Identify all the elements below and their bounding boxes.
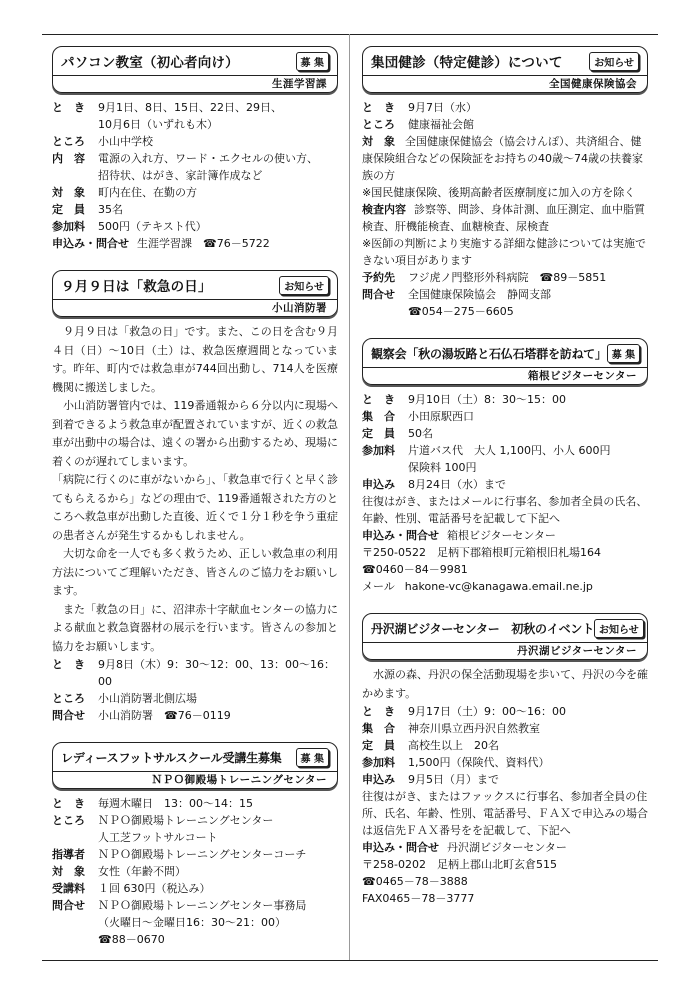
row-value: 35名: [98, 203, 123, 216]
info-row: [52, 690, 338, 707]
article-org: 全国健康保険協会: [362, 76, 648, 93]
info-row: [362, 442, 648, 476]
row-value: 全国健康保険協会 静岡支部 ☎054－275－6605: [408, 288, 551, 318]
row-label: 申込み: [362, 773, 395, 786]
notice-badge: お知らせ: [279, 276, 329, 295]
row-label: 問合せ: [52, 709, 85, 722]
article-tanzawa: [362, 613, 648, 907]
row-label: メール: [362, 580, 395, 593]
row-label: と き: [362, 705, 395, 718]
article-header: [52, 46, 338, 76]
row-label: 参加料: [52, 220, 85, 233]
recruit-badge: 募 集: [296, 52, 329, 71]
row-label: 内 容: [52, 152, 85, 165]
phone-line: ☎0460－84－9981: [362, 563, 468, 576]
info-row: [52, 150, 338, 184]
row-value: 健康福祉会館: [408, 118, 474, 131]
row-label: 集 合: [362, 410, 395, 423]
info-row: [52, 880, 338, 897]
row-value: フジ虎ノ門整形外科病院 ☎89－5851: [408, 271, 607, 284]
contact-line: [362, 839, 648, 856]
row-value: 神奈川県立西丹沢自然教室: [408, 722, 540, 735]
row-value: 小山消防署 ☎76－0119: [98, 709, 231, 722]
article-header: [362, 338, 648, 368]
row-value: 診察等、問診、身体計測、血圧測定、血中脂質検査、肝機能検査、血糖検査、尿検査: [362, 203, 645, 233]
info-row: [52, 795, 338, 812]
row-label: 問合せ: [52, 899, 85, 912]
row-value: 1,500円（保険代、資料代）: [408, 756, 550, 769]
row-label: 集 合: [362, 722, 395, 735]
article-title: 丹沢湖ビジターセンター 初秋のイベント: [371, 621, 595, 636]
article-header: [52, 270, 338, 300]
article-title: パソコン教室（初心者向け）: [61, 55, 239, 71]
row-label: と き: [52, 797, 85, 810]
info-row: [52, 656, 338, 690]
row-value: ＮＰＯ御殿場トレーニングセンター 人工芝フットサルコート: [98, 814, 274, 844]
target-line: [362, 133, 648, 184]
right-column: [362, 46, 648, 925]
row-label: 申込み・問合せ: [362, 841, 439, 854]
note-line: ※国民健康保険、後期高齢者医療制度に加入の方を除く: [362, 186, 636, 199]
info-row: [52, 863, 338, 880]
info-row: [52, 846, 338, 863]
row-label: 対 象: [52, 186, 85, 199]
row-value: 小山中学校: [98, 135, 153, 148]
info-row: [362, 737, 648, 754]
article-title: ９月９日は「救急の日」: [61, 279, 212, 295]
recruit-badge: 募 集: [296, 748, 329, 767]
row-label: 検査内容: [362, 203, 406, 216]
article-header: [362, 613, 648, 643]
row-value: ＮＰＯ御殿場トレーニングセンターコーチ: [98, 848, 307, 861]
article-header: [52, 742, 338, 772]
note-line: ※医師の判断により実施する詳細な健診については実施できない項目があります: [362, 237, 646, 267]
info-row: [52, 707, 338, 724]
article-pc-class: [52, 46, 338, 252]
info-row: [52, 99, 338, 133]
info-row: [362, 703, 648, 720]
fax-line: FAX0465－78－3777: [362, 892, 475, 905]
column-divider: [349, 34, 350, 960]
article-kyukyu: [52, 270, 338, 724]
row-label: 参加料: [362, 756, 395, 769]
row-label: 定 員: [362, 427, 395, 440]
body-paragraph: 小山消防署管内では、119番通報から６分以内に現場へ到着できるよう救急車が配置されていますが、近くの救急車が出動中の場合は、遠くの署から出動するため、現場に着くのが遅れてしまいます。: [52, 399, 338, 468]
info-row: [362, 391, 648, 408]
body-paragraph: 水源の森、丹沢の保全活動現場を歩いて、丹沢の今を確かめます。: [362, 668, 648, 700]
row-label: ところ: [52, 692, 85, 705]
info-row: [362, 754, 648, 771]
row-value: 片道バス代 大人 1,100円、小人 600円 保険料 100円: [408, 444, 611, 474]
row-label: 定 員: [52, 203, 85, 216]
row-value: 500円（テキスト代）: [98, 220, 207, 233]
row-value: １回 630円（税込み）: [98, 882, 211, 895]
article-org: 小山消防署: [52, 300, 338, 317]
recruit-badge: 募 集: [607, 344, 640, 363]
notice-badge: お知らせ: [594, 619, 644, 638]
row-value: ＮＰＯ御殿場トレーニングセンター事務局 （火曜日～金曜日16：30～21：00） ☎88－0670: [98, 899, 307, 946]
row-label: と き: [362, 101, 395, 114]
row-value: 9月1日、8日、15日、22日、29日、 10月6日（いずれも木）: [98, 101, 282, 131]
article-org: ＮＰＯ御殿場トレーニングセンター: [52, 772, 338, 789]
row-label: ところ: [52, 135, 85, 148]
row-label: 申込み: [362, 478, 395, 491]
row-label: 定 員: [362, 739, 395, 752]
article-hakone: [362, 338, 648, 595]
row-value: 生涯学習課 ☎76－5722: [137, 237, 270, 250]
article-org: 生涯学習課: [52, 76, 338, 93]
body-paragraph: また「救急の日」に、沼津赤十字献血センターの協力による献血と救急資器材の展示を行います。皆さんの参加と協力をお願いします。: [52, 602, 338, 653]
info-row: [362, 286, 648, 320]
note-line: 往復はがき、またはファックスに行事名、参加者全員の住所、氏名、年齢、性別、電話番号、ＦＡＸで申込みの場合は返信先ＦＡＸ番号をを記載して、下記へ: [362, 790, 648, 837]
row-value: 9月10日（土）8：30～15：00: [408, 393, 566, 406]
row-label: 申込み・問合せ: [52, 237, 129, 250]
info-rows: [52, 99, 338, 252]
row-label: 予約先: [362, 271, 395, 284]
row-value: 9月17日（土）9：00～16：00: [408, 705, 566, 718]
note-line: 往復はがき、またはメールに行事名、参加者全員の氏名、年齢、性別、電話番号を記載して下記へ: [362, 495, 648, 525]
left-column: [52, 46, 338, 966]
row-value: 50名: [408, 427, 433, 440]
row-value: 丹沢湖ビジターセンター: [447, 841, 567, 854]
content-line: [362, 201, 648, 235]
row-value: 9月7日（水）: [408, 101, 477, 114]
row-value: 8月24日（水）まで: [408, 478, 506, 491]
row-value: 女性（年齢不問）: [98, 865, 186, 878]
article-futsal: [52, 742, 338, 948]
row-value: 高校生以上 20名: [408, 739, 499, 752]
address-line: 〒258-0202 足柄上郡山北町玄倉515: [362, 858, 557, 871]
row-value: 9月8日（木）9：30～12：00、13：00～16：00: [98, 658, 335, 688]
body-paragraph: ９月９日は「救急の日」です。また、この日を含む９月４日（日）～10日（土）は、救急医療週間となっています。昨年、町内では救急車が744回出動し、714人を医療機関に搬送しました。: [52, 325, 338, 394]
article-title: 集団健診（特定健診）について: [371, 55, 563, 71]
row-label: 受講料: [52, 882, 85, 895]
address-line: 〒250-0522 足柄下郡箱根町元箱根旧札場164: [362, 546, 601, 559]
top-rule: [42, 34, 658, 35]
row-label: 対 象: [362, 135, 395, 148]
mail-line: [362, 578, 648, 595]
row-label: と き: [52, 658, 85, 671]
email-link[interactable]: hakone-vc@kanagawa.email.ne.jp: [404, 580, 593, 593]
info-row: [362, 408, 648, 425]
info-row: [52, 218, 338, 235]
row-label: と き: [52, 101, 85, 114]
notice-badge: お知らせ: [589, 52, 639, 71]
info-row: [362, 771, 648, 788]
body-paragraph: 「病院に行くのに車がないから」、「救急車で行くと早く診てもらえるから」などの理由で、119番通報された方のところへ救急車が出動した直後、近くで１分１秒を争う重症の患者さんが発生するかもしれません。: [52, 473, 338, 542]
article-kenshin: [362, 46, 648, 320]
info-row: [52, 235, 338, 252]
info-row: [362, 116, 648, 133]
article-header: [362, 46, 648, 76]
info-row: [52, 812, 338, 846]
info-row: [362, 425, 648, 442]
body-paragraph: 大切な命を一人でも多く救うため、正しい救急車の利用方法についてご理解いただき、皆さんのご協力をお願いします。: [52, 547, 338, 597]
info-row: [362, 99, 648, 116]
row-label: 指導者: [52, 848, 85, 861]
row-label: 対 象: [52, 865, 85, 878]
row-value: 9月5日（月）まで: [408, 773, 499, 786]
info-row: [362, 269, 648, 286]
info-row: [52, 201, 338, 218]
row-value: 小山消防署北側広場: [98, 692, 197, 705]
info-row: [362, 720, 648, 737]
info-row: [52, 897, 338, 948]
row-value: 箱根ビジターセンター: [447, 529, 556, 542]
row-label: ところ: [362, 118, 395, 131]
article-title: 観察会「秋の湯坂路と石仏石塔群を訪ねて」: [371, 346, 607, 361]
row-label: 申込み・問合せ: [362, 529, 439, 542]
info-row: [362, 476, 648, 493]
row-value: 毎週木曜日 13：00～14：15: [98, 797, 253, 810]
row-value: 小田原駅西口: [408, 410, 474, 423]
article-title: レディースフットサルスクール受講生募集: [61, 750, 282, 765]
article-org: 丹沢湖ビジターセンター: [362, 643, 648, 660]
row-value: 町内在住、在勤の方: [98, 186, 197, 199]
phone-line: ☎0465－78－3888: [362, 875, 468, 888]
row-label: 参加料: [362, 444, 395, 457]
info-row: [52, 133, 338, 150]
info-row: [52, 184, 338, 201]
row-label: 問合せ: [362, 288, 395, 301]
row-value: 全国健康保健協会（協会けんぽ）、共済組合、健康保険組合などの保険証をお持ちの40歳～74歳の扶養家族の方: [362, 135, 643, 182]
contact-line: [362, 527, 648, 544]
row-value: 電源の入れ方、ワード・エクセルの使い方、 招待状、はがき、家計簿作成など: [98, 152, 318, 182]
row-label: と き: [362, 393, 395, 406]
article-org: 箱根ビジターセンター: [362, 368, 648, 385]
row-label: ところ: [52, 814, 85, 827]
